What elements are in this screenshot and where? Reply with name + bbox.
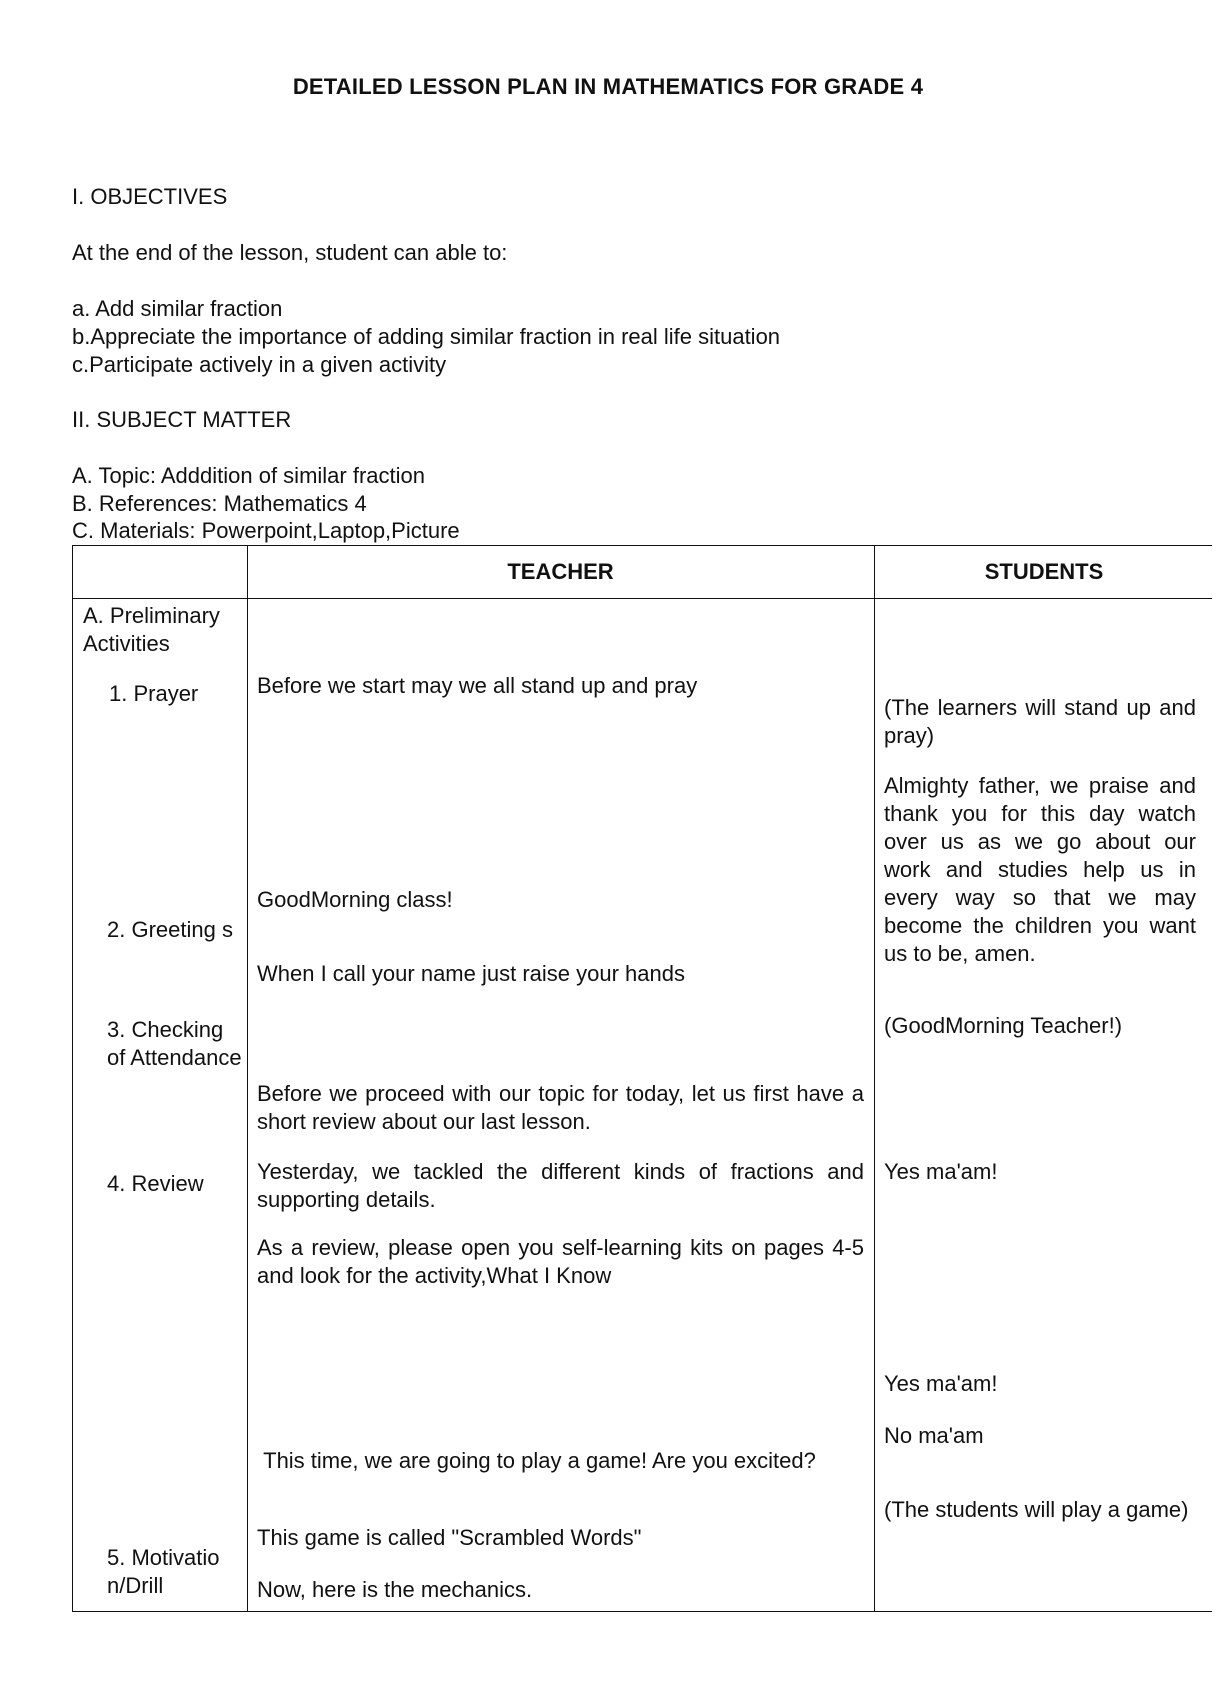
activity-label: A. Preliminary Activities	[83, 603, 220, 656]
teacher-text: As a review, please open you self-learning kits on pages 4-5 and look for the activity,What I Know	[257, 1235, 864, 1288]
document-title: DETAILED LESSON PLAN IN MATHEMATICS FOR GRADE 4	[292, 74, 924, 99]
teacher-text: GoodMorning class!	[257, 887, 453, 912]
teacher-text: Yesterday, we tackled the different kinds of fractions and supporting details.	[257, 1159, 864, 1212]
student-text: (The students will play a game)	[884, 1497, 1189, 1522]
teacher-text: This game is called "Scrambled Words"	[257, 1525, 642, 1550]
activity-label: 2. Greeting s	[107, 917, 233, 942]
header-teacher: TEACHER	[507, 559, 614, 584]
column-divider	[874, 546, 875, 1611]
teacher-text: Before we start may we all stand up and pray	[257, 673, 698, 698]
teacher-text: When I call your name just raise your hands	[257, 961, 685, 986]
subject-matter-item: C. Materials: Powerpoint,Laptop,Picture	[72, 518, 460, 543]
activity-label: 5. Motivatio n/Drill	[107, 1545, 220, 1598]
student-text: Almighty father, we praise and thank you for this day watch over us as we go about our work and studies help us in every way so that we may become the children you want us to be, amen.	[884, 773, 1196, 966]
lesson-table	[72, 545, 1212, 1612]
student-text: Yes ma'am!	[884, 1159, 998, 1184]
objectives-intro: At the end of the lesson, student can able to:	[72, 240, 508, 265]
header-divider	[73, 598, 1212, 599]
teacher-text: Before we proceed with our topic for today, let us first have a short review about our last lesson.	[257, 1081, 864, 1134]
header-blank	[73, 546, 247, 598]
student-text: Yes ma'am!	[884, 1371, 998, 1396]
teacher-text: Now, here is the mechanics.	[257, 1577, 533, 1602]
student-text: No ma'am	[884, 1423, 984, 1448]
activity-label: 4. Review	[107, 1171, 204, 1196]
subject-matter-item: A. Topic: Adddition of similar fraction	[72, 463, 425, 488]
activity-label: 1. Prayer	[109, 681, 199, 706]
objectives-heading: I. OBJECTIVES	[72, 184, 228, 209]
column-divider	[247, 546, 248, 1611]
header-students: STUDENTS	[984, 559, 1104, 584]
teacher-text: This time, we are going to play a game! Are you excited?	[257, 1448, 816, 1473]
activity-label: 3. Checking of Attendance	[107, 1017, 242, 1070]
subject-matter-item: B. References: Mathematics 4	[72, 491, 367, 516]
objective-item: c.Participate actively in a given activity	[72, 352, 447, 377]
student-text: (The learners will stand up and pray)	[884, 695, 1196, 748]
subject-matter-heading: II. SUBJECT MATTER	[72, 407, 292, 432]
objective-item: a. Add similar fraction	[72, 296, 283, 321]
objective-item: b.Appreciate the importance of adding similar fraction in real life situation	[72, 324, 781, 349]
student-text: (GoodMorning Teacher!)	[884, 1013, 1123, 1038]
